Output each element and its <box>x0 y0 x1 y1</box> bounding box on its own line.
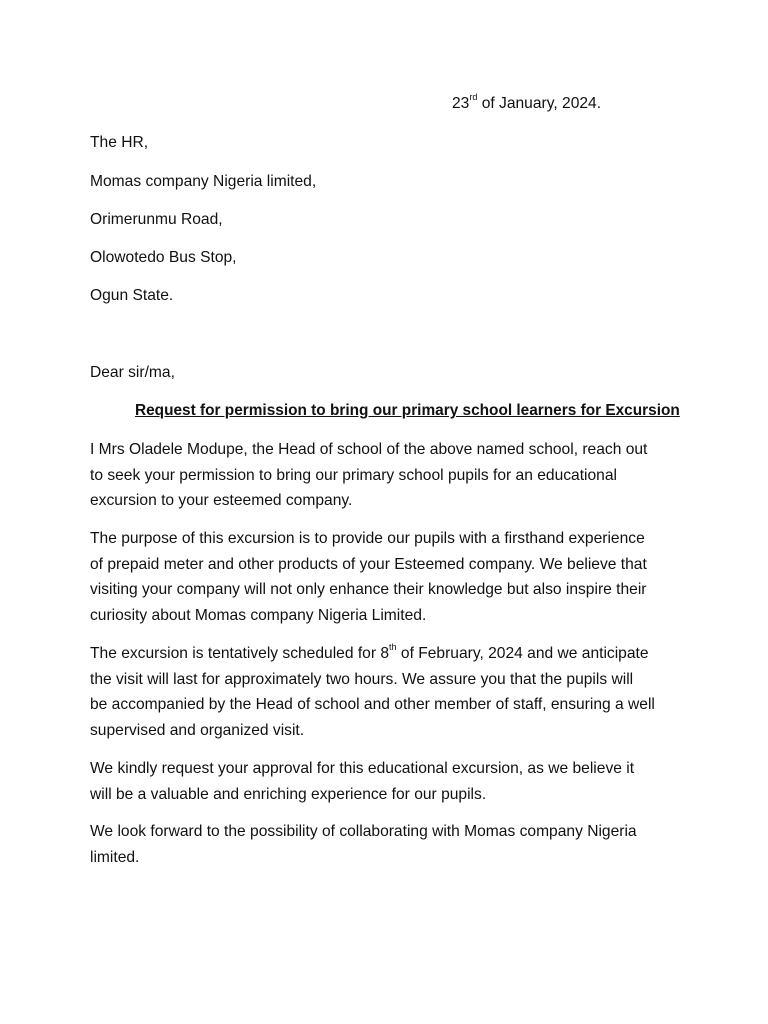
paragraph-3-line <box>90 641 690 667</box>
letter-subject: Request for permission to bring our primary school learners for Excursion <box>135 402 680 419</box>
paragraph-5-line: We look forward to the possibility of collaborating with Momas company Nigeria <box>90 823 637 840</box>
paragraph-1 <box>90 437 690 514</box>
recipient-line-5: Ogun State. <box>90 287 174 304</box>
paragraph-3 <box>90 641 690 743</box>
date-day: 23 <box>452 95 470 112</box>
recipient-line-2: Momas company Nigeria limited, <box>90 173 317 190</box>
paragraph-3-line: the visit will last for approximately two hours. We assure you that the pupils will <box>90 670 634 688</box>
paragraph-3-line: supervised and organized visit. <box>90 721 305 739</box>
recipient-line-1: The HR, <box>90 134 149 151</box>
paragraph-3-line: be accompanied by the Head of school and other member of staff, ensuring a well <box>90 696 655 713</box>
date-rest: of January, 2024. <box>477 95 602 112</box>
paragraph-1-line: excursion to your esteemed company. <box>90 492 353 509</box>
paragraph-3-post: of February, 2024 and we anticipate <box>396 645 649 662</box>
letter-date <box>452 91 602 114</box>
paragraph-2-line: The purpose of this excursion is to provide our pupils with a firsthand experience <box>90 530 645 547</box>
paragraph-5-line: limited. <box>90 848 140 866</box>
paragraph-1-line: to seek your permission to bring our primary school pupils for an educational <box>90 466 617 484</box>
paragraph-3-pre: The excursion is tentatively scheduled for 8 <box>90 645 390 662</box>
recipient-line-4: Olowotedo Bus Stop, <box>90 249 237 266</box>
paragraph-4-line: We kindly request your approval for this educational excursion, as we believe it <box>90 760 635 777</box>
paragraph-4 <box>90 756 690 807</box>
recipient-line-3: Orimerunmu Road, <box>90 211 223 228</box>
paragraph-4-line: will be a valuable and enriching experience for our pupils. <box>90 785 487 803</box>
paragraph-1-line: I Mrs Oladele Modupe, the Head of school of the above named school, reach out <box>90 441 648 458</box>
paragraph-2-line: visiting your company will not only enhance their knowledge but also inspire their <box>90 581 647 598</box>
paragraph-3-sup: th <box>389 641 397 652</box>
paragraph-2-line: of prepaid meter and other products of your Esteemed company. We believe that <box>90 555 647 573</box>
salutation: Dear sir/ma, <box>90 364 175 381</box>
paragraph-5 <box>90 819 690 870</box>
date-suffix: rd <box>469 91 478 102</box>
paragraph-2 <box>90 526 690 628</box>
paragraph-2-line: curiosity about Momas company Nigeria Limited. <box>90 606 427 624</box>
